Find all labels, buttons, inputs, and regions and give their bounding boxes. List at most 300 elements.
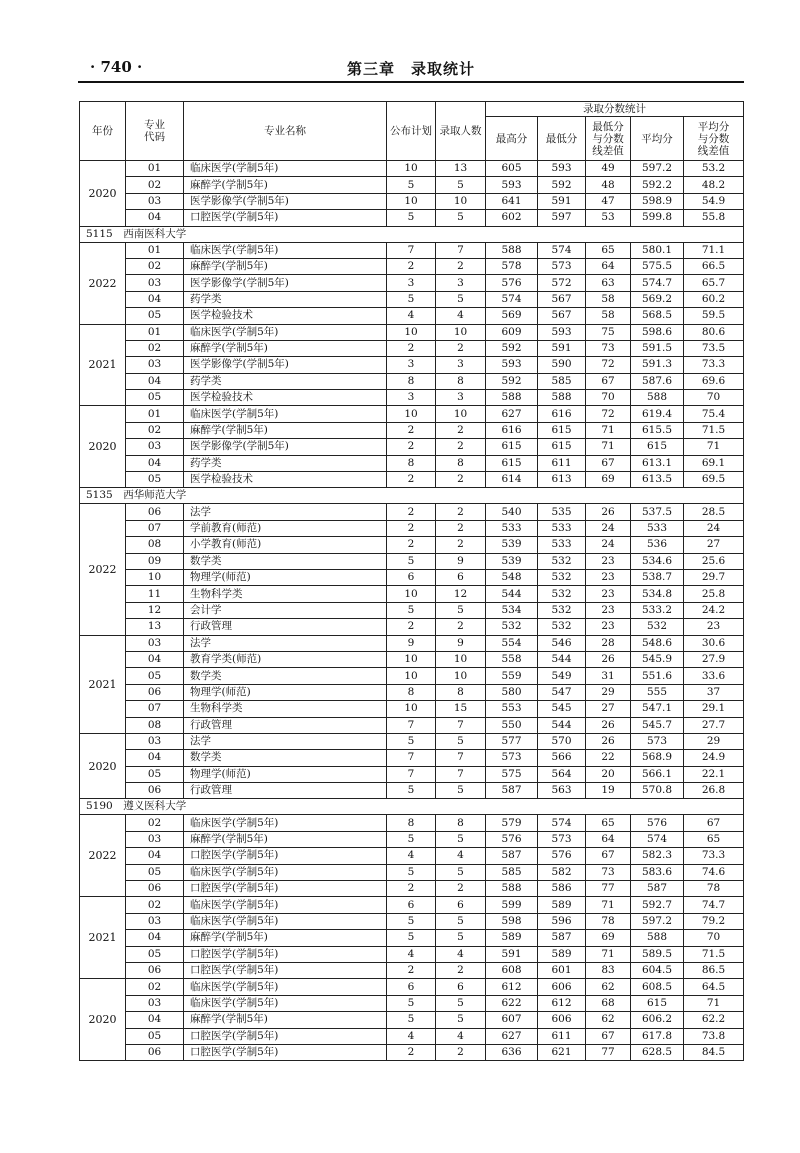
min-diff-cell: 75 [586, 324, 631, 340]
max-cell: 602 [486, 210, 538, 226]
col-header-min: 最低分 [538, 117, 586, 161]
col-header-max: 最高分 [486, 117, 538, 161]
plan-cell: 5 [387, 733, 436, 749]
table-row [80, 242, 744, 258]
year-cell: 2021 [80, 324, 126, 406]
code-cell: 03 [126, 193, 184, 209]
plan-cell: 7 [387, 242, 436, 258]
name-cell: 临床医学(学制5年) [184, 913, 387, 929]
min-diff-cell: 24 [586, 537, 631, 553]
plan-cell: 5 [387, 291, 436, 307]
plan-cell: 10 [387, 161, 436, 177]
code-cell: 05 [126, 472, 184, 488]
plan-cell: 8 [387, 455, 436, 471]
table-row [80, 815, 744, 831]
min-diff-cell: 83 [586, 962, 631, 978]
avg-diff-cell: 71 [684, 995, 744, 1011]
plan-cell: 6 [387, 897, 436, 913]
admitted-cell: 13 [436, 161, 486, 177]
max-cell: 569 [486, 308, 538, 324]
code-cell: 03 [126, 635, 184, 651]
min-cell: 532 [538, 602, 586, 618]
name-cell: 麻醉学(学制5年) [184, 930, 387, 946]
plan-cell: 5 [387, 831, 436, 847]
code-cell: 12 [126, 602, 184, 618]
name-cell: 临床医学(学制5年) [184, 995, 387, 1011]
table-row [80, 193, 744, 209]
min-diff-cell: 65 [586, 242, 631, 258]
min-cell: 616 [538, 406, 586, 422]
admitted-cell: 15 [436, 701, 486, 717]
min-cell: 572 [538, 275, 586, 291]
name-cell: 口腔医学(学制5年) [184, 210, 387, 226]
table-row [80, 275, 744, 291]
avg-diff-cell: 24.9 [684, 750, 744, 766]
plan-cell: 2 [387, 962, 436, 978]
admitted-cell: 8 [436, 815, 486, 831]
avg-cell: 566.1 [631, 766, 684, 782]
admitted-cell: 10 [436, 668, 486, 684]
name-cell: 麻醉学(学制5年) [184, 1012, 387, 1028]
table-row [80, 472, 744, 488]
table-row [80, 390, 744, 406]
min-cell: 592 [538, 177, 586, 193]
min-diff-cell: 67 [586, 373, 631, 389]
min-diff-cell: 72 [586, 406, 631, 422]
plan-cell: 4 [387, 1028, 436, 1044]
min-diff-cell: 29 [586, 684, 631, 700]
admitted-cell: 8 [436, 373, 486, 389]
name-cell: 麻醉学(学制5年) [184, 177, 387, 193]
code-cell: 06 [126, 783, 184, 799]
code-cell: 04 [126, 455, 184, 471]
col-header-min-diff: 最低分 与分数 线差值 [586, 117, 631, 161]
name-cell: 医学检验技术 [184, 472, 387, 488]
avg-diff-cell: 27 [684, 537, 744, 553]
plan-cell: 8 [387, 373, 436, 389]
max-cell: 532 [486, 619, 538, 635]
table-row [80, 161, 744, 177]
min-cell: 587 [538, 930, 586, 946]
name-cell: 药学类 [184, 455, 387, 471]
min-cell: 591 [538, 340, 586, 356]
avg-cell: 568.5 [631, 308, 684, 324]
min-diff-cell: 77 [586, 881, 631, 897]
avg-cell: 583.6 [631, 864, 684, 880]
avg-diff-cell: 33.6 [684, 668, 744, 684]
name-cell: 数学类 [184, 750, 387, 766]
admitted-cell: 8 [436, 684, 486, 700]
min-diff-cell: 31 [586, 668, 631, 684]
avg-diff-cell: 28.5 [684, 504, 744, 520]
avg-cell: 538.7 [631, 569, 684, 585]
min-diff-cell: 47 [586, 193, 631, 209]
page-header [80, 58, 742, 80]
table-row [80, 701, 744, 717]
avg-cell: 532 [631, 619, 684, 635]
admitted-cell: 2 [436, 881, 486, 897]
min-cell: 532 [538, 553, 586, 569]
min-diff-cell: 23 [586, 619, 631, 635]
table-row [80, 619, 744, 635]
max-cell: 580 [486, 684, 538, 700]
min-diff-cell: 48 [586, 177, 631, 193]
admitted-cell: 2 [436, 504, 486, 520]
avg-cell: 592.7 [631, 897, 684, 913]
table-row [80, 422, 744, 438]
avg-diff-cell: 86.5 [684, 962, 744, 978]
min-diff-cell: 71 [586, 946, 631, 962]
admitted-cell: 7 [436, 750, 486, 766]
max-cell: 614 [486, 472, 538, 488]
min-cell: 606 [538, 979, 586, 995]
avg-diff-cell: 70 [684, 930, 744, 946]
max-cell: 609 [486, 324, 538, 340]
min-cell: 532 [538, 569, 586, 585]
avg-cell: 533 [631, 520, 684, 536]
admitted-cell: 2 [436, 537, 486, 553]
plan-cell: 4 [387, 848, 436, 864]
name-cell: 医学影像学(学制5年) [184, 193, 387, 209]
min-cell: 589 [538, 897, 586, 913]
admitted-cell: 5 [436, 177, 486, 193]
table-row [80, 668, 744, 684]
avg-diff-cell: 69.6 [684, 373, 744, 389]
table-row [80, 750, 744, 766]
min-cell: 615 [538, 422, 586, 438]
table-row [80, 340, 744, 356]
max-cell: 612 [486, 979, 538, 995]
avg-cell: 591.3 [631, 357, 684, 373]
table-row [80, 177, 744, 193]
code-cell: 07 [126, 701, 184, 717]
min-cell: 533 [538, 537, 586, 553]
max-cell: 554 [486, 635, 538, 651]
avg-cell: 592.2 [631, 177, 684, 193]
max-cell: 615 [486, 439, 538, 455]
admitted-cell: 5 [436, 864, 486, 880]
min-diff-cell: 26 [586, 717, 631, 733]
avg-cell: 570.8 [631, 783, 684, 799]
table-row [80, 864, 744, 880]
min-cell: 585 [538, 373, 586, 389]
university-row [80, 799, 744, 815]
avg-cell: 599.8 [631, 210, 684, 226]
min-cell: 567 [538, 291, 586, 307]
min-cell: 535 [538, 504, 586, 520]
plan-cell: 10 [387, 406, 436, 422]
avg-diff-cell: 69.1 [684, 455, 744, 471]
min-diff-cell: 27 [586, 701, 631, 717]
plan-cell: 5 [387, 210, 436, 226]
avg-cell: 555 [631, 684, 684, 700]
code-cell: 04 [126, 848, 184, 864]
avg-diff-cell: 29.7 [684, 569, 744, 585]
max-cell: 573 [486, 750, 538, 766]
avg-diff-cell: 24 [684, 520, 744, 536]
avg-cell: 534.6 [631, 553, 684, 569]
code-cell: 07 [126, 520, 184, 536]
table-row [80, 537, 744, 553]
admitted-cell: 5 [436, 831, 486, 847]
code-cell: 02 [126, 422, 184, 438]
avg-diff-cell: 25.8 [684, 586, 744, 602]
col-header-name: 专业名称 [184, 102, 387, 161]
table-row [80, 995, 744, 1011]
avg-cell: 615 [631, 439, 684, 455]
table-row [80, 357, 744, 373]
avg-cell: 598.9 [631, 193, 684, 209]
plan-cell: 7 [387, 717, 436, 733]
avg-diff-cell: 80.6 [684, 324, 744, 340]
table-row [80, 717, 744, 733]
code-cell: 04 [126, 1012, 184, 1028]
table-row [80, 439, 744, 455]
code-cell: 04 [126, 210, 184, 226]
year-cell: 2020 [80, 406, 126, 488]
table-row [80, 913, 744, 929]
admitted-cell: 2 [436, 520, 486, 536]
max-cell: 550 [486, 717, 538, 733]
min-cell: 573 [538, 831, 586, 847]
code-cell: 04 [126, 651, 184, 667]
avg-diff-cell: 73.3 [684, 848, 744, 864]
min-diff-cell: 23 [586, 602, 631, 618]
avg-diff-cell: 74.6 [684, 864, 744, 880]
avg-diff-cell: 73.8 [684, 1028, 744, 1044]
avg-diff-cell: 71 [684, 439, 744, 455]
min-cell: 566 [538, 750, 586, 766]
plan-cell: 5 [387, 930, 436, 946]
code-cell: 10 [126, 569, 184, 585]
admitted-cell: 2 [436, 1044, 486, 1060]
table-body [80, 161, 744, 1061]
min-diff-cell: 26 [586, 651, 631, 667]
max-cell: 608 [486, 962, 538, 978]
avg-cell: 587 [631, 881, 684, 897]
max-cell: 540 [486, 504, 538, 520]
name-cell: 数学类 [184, 553, 387, 569]
code-cell: 03 [126, 733, 184, 749]
name-cell: 行政管理 [184, 619, 387, 635]
table-row [80, 569, 744, 585]
min-cell: 611 [538, 455, 586, 471]
min-diff-cell: 28 [586, 635, 631, 651]
table-row [80, 1044, 744, 1060]
min-diff-cell: 62 [586, 979, 631, 995]
name-cell: 小学教育(师范) [184, 537, 387, 553]
plan-cell: 5 [387, 783, 436, 799]
name-cell: 物理学(师范) [184, 569, 387, 585]
min-diff-cell: 72 [586, 357, 631, 373]
year-cell: 2020 [80, 733, 126, 799]
name-cell: 物理学(师范) [184, 684, 387, 700]
code-cell: 05 [126, 946, 184, 962]
min-diff-cell: 23 [586, 586, 631, 602]
table-row [80, 635, 744, 651]
plan-cell: 9 [387, 635, 436, 651]
avg-diff-cell: 22.1 [684, 766, 744, 782]
plan-cell: 2 [387, 340, 436, 356]
name-cell: 会计学 [184, 602, 387, 618]
admitted-cell: 5 [436, 783, 486, 799]
avg-diff-cell: 55.8 [684, 210, 744, 226]
min-diff-cell: 23 [586, 553, 631, 569]
plan-cell: 3 [387, 275, 436, 291]
code-cell: 08 [126, 717, 184, 733]
min-cell: 564 [538, 766, 586, 782]
avg-cell: 615.5 [631, 422, 684, 438]
min-diff-cell: 71 [586, 422, 631, 438]
max-cell: 627 [486, 406, 538, 422]
table-row [80, 684, 744, 700]
admitted-cell: 5 [436, 733, 486, 749]
avg-cell: 588 [631, 930, 684, 946]
avg-cell: 576 [631, 815, 684, 831]
code-cell: 02 [126, 815, 184, 831]
year-cell: 2021 [80, 897, 126, 979]
avg-diff-cell: 71.1 [684, 242, 744, 258]
code-cell: 02 [126, 258, 184, 274]
min-cell: 532 [538, 619, 586, 635]
avg-cell: 545.9 [631, 651, 684, 667]
avg-cell: 598.6 [631, 324, 684, 340]
avg-cell: 580.1 [631, 242, 684, 258]
col-header-admitted: 录取人数 [436, 102, 486, 161]
table-row [80, 520, 744, 536]
avg-cell: 604.5 [631, 962, 684, 978]
name-cell: 口腔医学(学制5年) [184, 962, 387, 978]
admitted-cell: 9 [436, 553, 486, 569]
admitted-cell: 3 [436, 357, 486, 373]
table-row [80, 651, 744, 667]
admitted-cell: 5 [436, 210, 486, 226]
min-cell: 586 [538, 881, 586, 897]
admitted-cell: 5 [436, 1012, 486, 1028]
code-cell: 01 [126, 406, 184, 422]
avg-cell: 534.8 [631, 586, 684, 602]
admitted-cell: 10 [436, 651, 486, 667]
name-cell: 医学影像学(学制5年) [184, 275, 387, 291]
code-cell: 06 [126, 1044, 184, 1060]
min-diff-cell: 71 [586, 897, 631, 913]
admitted-cell: 3 [436, 275, 486, 291]
table-row [80, 881, 744, 897]
max-cell: 615 [486, 455, 538, 471]
name-cell: 临床医学(学制5年) [184, 815, 387, 831]
avg-diff-cell: 29 [684, 733, 744, 749]
plan-cell: 5 [387, 913, 436, 929]
table-row [80, 553, 744, 569]
min-cell: 591 [538, 193, 586, 209]
min-cell: 590 [538, 357, 586, 373]
code-cell: 06 [126, 504, 184, 520]
admitted-cell: 6 [436, 569, 486, 585]
table-row [80, 586, 744, 602]
max-cell: 616 [486, 422, 538, 438]
col-header-plan: 公布计划 [387, 102, 436, 161]
code-cell: 13 [126, 619, 184, 635]
avg-diff-cell: 27.7 [684, 717, 744, 733]
name-cell: 数学类 [184, 668, 387, 684]
avg-cell: 582.3 [631, 848, 684, 864]
max-cell: 576 [486, 275, 538, 291]
min-diff-cell: 71 [586, 439, 631, 455]
max-cell: 587 [486, 783, 538, 799]
admitted-cell: 4 [436, 848, 486, 864]
plan-cell: 2 [387, 1044, 436, 1060]
min-diff-cell: 58 [586, 291, 631, 307]
name-cell: 麻醉学(学制5年) [184, 258, 387, 274]
admitted-cell: 5 [436, 602, 486, 618]
max-cell: 592 [486, 340, 538, 356]
admitted-cell: 10 [436, 193, 486, 209]
min-cell: 574 [538, 242, 586, 258]
name-cell: 口腔医学(学制5年) [184, 946, 387, 962]
name-cell: 药学类 [184, 373, 387, 389]
avg-diff-cell: 69.5 [684, 472, 744, 488]
plan-cell: 7 [387, 750, 436, 766]
col-header-avg-diff: 平均分 与分数 线差值 [684, 117, 744, 161]
code-cell: 09 [126, 553, 184, 569]
admitted-cell: 2 [436, 340, 486, 356]
university-row [80, 488, 744, 504]
name-cell: 临床医学(学制5年) [184, 864, 387, 880]
max-cell: 539 [486, 553, 538, 569]
max-cell: 591 [486, 946, 538, 962]
min-diff-cell: 53 [586, 210, 631, 226]
max-cell: 533 [486, 520, 538, 536]
code-cell: 02 [126, 897, 184, 913]
avg-diff-cell: 24.2 [684, 602, 744, 618]
plan-cell: 10 [387, 324, 436, 340]
name-cell: 临床医学(学制5年) [184, 897, 387, 913]
code-cell: 04 [126, 373, 184, 389]
plan-cell: 2 [387, 504, 436, 520]
admission-score-table [79, 101, 744, 1061]
avg-cell: 545.7 [631, 717, 684, 733]
max-cell: 598 [486, 913, 538, 929]
avg-diff-cell: 54.9 [684, 193, 744, 209]
min-cell: 570 [538, 733, 586, 749]
table-row [80, 258, 744, 274]
avg-cell: 568.9 [631, 750, 684, 766]
admitted-cell: 2 [436, 472, 486, 488]
name-cell: 行政管理 [184, 783, 387, 799]
avg-diff-cell: 70 [684, 390, 744, 406]
min-cell: 567 [538, 308, 586, 324]
avg-cell: 569.2 [631, 291, 684, 307]
table-row [80, 848, 744, 864]
min-diff-cell: 67 [586, 1028, 631, 1044]
min-diff-cell: 70 [586, 390, 631, 406]
plan-cell: 5 [387, 995, 436, 1011]
avg-cell: 574.7 [631, 275, 684, 291]
avg-cell: 613.1 [631, 455, 684, 471]
min-cell: 545 [538, 701, 586, 717]
plan-cell: 2 [387, 537, 436, 553]
admitted-cell: 7 [436, 242, 486, 258]
plan-cell: 10 [387, 701, 436, 717]
name-cell: 医学影像学(学制5年) [184, 439, 387, 455]
min-cell: 582 [538, 864, 586, 880]
name-cell: 麻醉学(学制5年) [184, 340, 387, 356]
page-number: · 740 · [90, 58, 143, 76]
code-cell: 06 [126, 962, 184, 978]
admitted-cell: 5 [436, 995, 486, 1011]
avg-diff-cell: 71.5 [684, 422, 744, 438]
max-cell: 588 [486, 881, 538, 897]
